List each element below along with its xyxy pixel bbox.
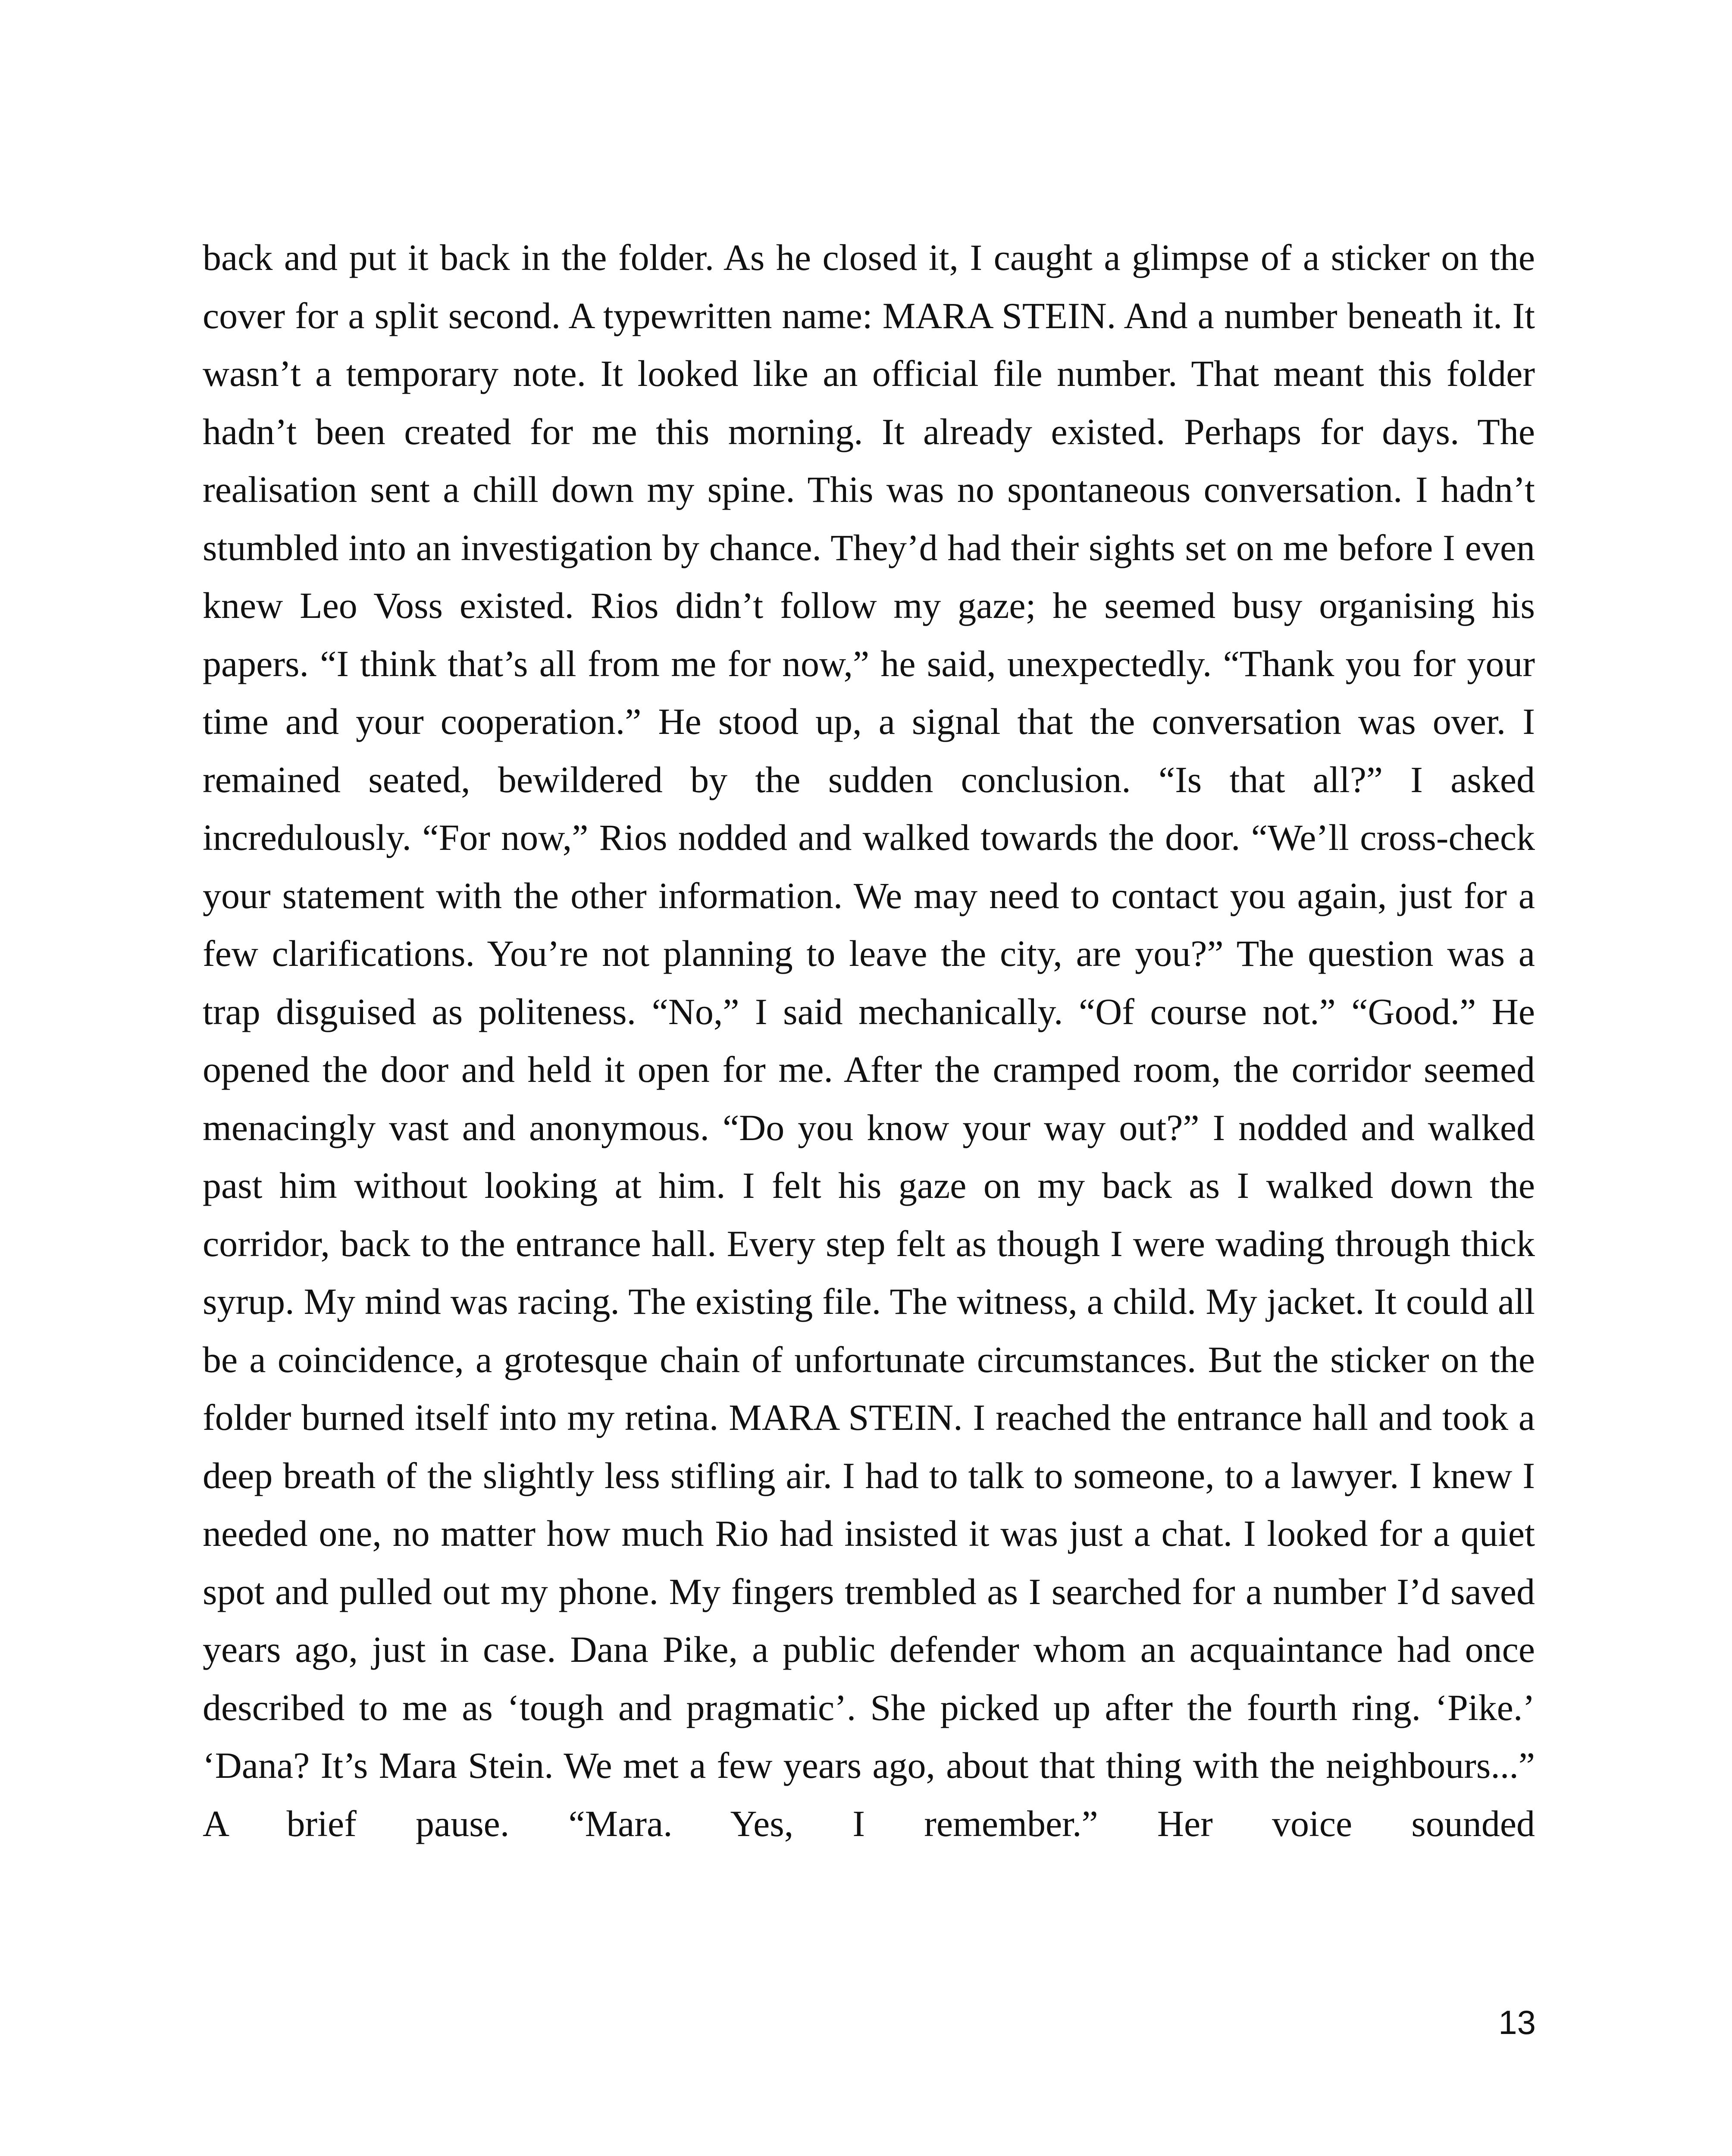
page-number: 13 <box>1498 2003 1536 2041</box>
body-paragraph: back and put it back in the folder. As he closed it, I caught a glimpse of a sticker on the cover for a split second. A typewritten name: MARA STEIN. And a number beneath it. It wasn’t a temporary note. It looked like an official file number. That meant this folder hadn’t been created for me this morning. It already existed. Perhaps for days. The realisation sent a chill down my spine. This was no spontaneous conversation. I hadn’t stumbled into an investigation by chance. They’d had their sights set on me before I even knew Leo Voss existed. Rios didn’t follow my gaze; he seemed busy organising his papers. “I think that’s all from me for now,” he said, unexpectedly. “Thank you for your time and your cooperation.” He stood up, a signal that the conversation was over. I remained seated, bewildered by the sudden conclusion. “Is that all?” I asked incredulously. “For now,” Rios nodded and walked towards the door. “We’ll cross-check your statement with the other information. We may need to contact you again, just for a few clarifications. You’re not planning to leave the city, are you?” The question was a trap disguised as politeness. “No,” I said mechanically. “Of course not.” “Good.” He opened the door and held it open for me. After the cramped room, the corridor seemed menacingly vast and anonymous. “Do you know your way out?” I nodded and walked past him without looking at him. I felt his gaze on my back as I walked down the corridor, back to the entrance hall. Every step felt as though I were wading through thick syrup. My mind was racing. The existing file. The witness, a child. My jacket. It could all be a coincidence, a grotesque chain of unfortunate circumstances. But the sticker on the folder burned itself into my retina. MARA STEIN. I reached the entrance hall and took a deep breath of the slightly less stifling air. I had to talk to someone, to a lawyer. I knew I needed one, no matter how much Rio had insisted it was just a chat. I looked for a quiet spot and pulled out my phone. My fingers trembled as I searched for a number I’d saved years ago, just in case. Dana Pike, a public defender whom an acquaintance had once described to me as ‘tough and pragmatic’. She picked up after the fourth ring. ‘Pike.’ ‘Dana? It’s Mara Stein. We met a few years ago, about that thing with the neighbours...” A brief pause. “Mara. Yes, I remember.” Her voice sounded <box>203 237 1535 1844</box>
